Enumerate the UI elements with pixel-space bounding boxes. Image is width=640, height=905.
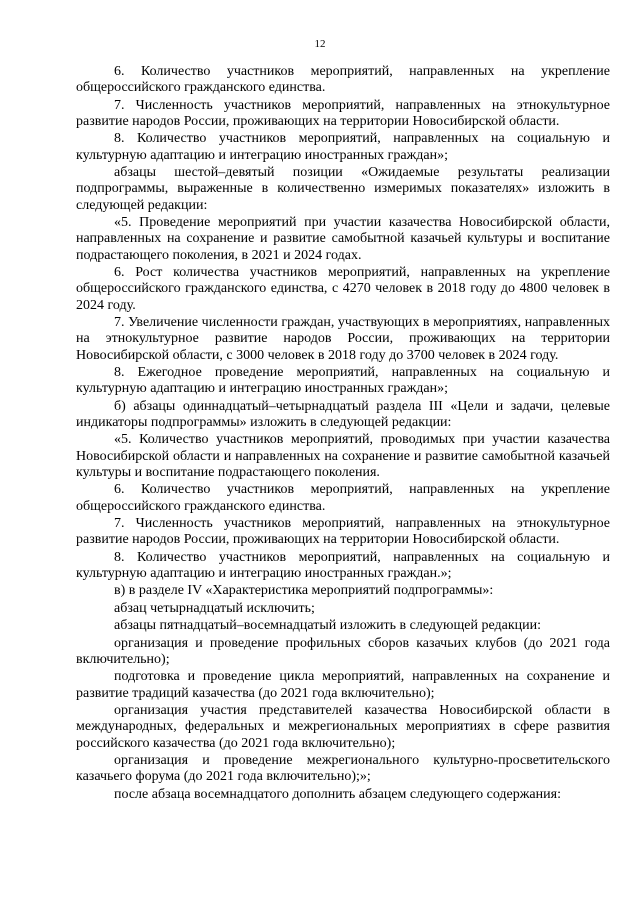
paragraph: в) в разделе IV «Характеристика мероприятий подпрограммы»: [114, 583, 494, 599]
paragraph: 8. Количество участников мероприятий, направленных на социальную и культурную адаптацию и интеграцию иностранных граждан.»; [76, 549, 610, 582]
paragraph: абзац четырнадцатый исключить; [114, 600, 315, 616]
paragraph: 6. Количество участников мероприятий, направленных на укрепление общероссийского гражданского единства. [76, 64, 610, 96]
paragraph: 7. Увеличение численности граждан, участвующих в мероприятиях, направленных на этнокультурное развитие народов России, проживающих на территории Новосибирской области, с 3000 человек в 2018 году до 3700 человек в 2024 году. [76, 315, 610, 363]
paragraph: б) абзацы одиннадцатый–четырнадцатый раздела III «Цели и задачи, целевые индикаторы подпрограммы» изложить в следующей редакции: [76, 398, 610, 430]
document-body [76, 64, 610, 804]
paragraph: после абзаца восемнадцатого дополнить абзацем следующего содержания: [114, 786, 561, 802]
paragraph: организация участия представителей казачества Новосибирской области в международных, федеральных и межрегиональных мероприятиях в сфере развития российского казачества (до 2021 года включительно); [76, 702, 610, 751]
paragraph: 7. Численность участников мероприятий, направленных на этнокультурное развитие народов России, проживающих на территории Новосибирской области. [76, 516, 610, 548]
paragraph: абзацы пятнадцатый–восемнадцатый изложить в следующей редакции: [114, 618, 541, 634]
paragraph: 8. Ежегодное проведение мероприятий, направленных на социальную и культурную адаптацию и интеграцию иностранных граждан»; [76, 365, 610, 397]
paragraph: абзацы шестой–девятый позиции «Ожидаемые результаты реализации подпрограммы, выраженные в количественно измеримых показателях» изложить в следующей редакции: [76, 165, 610, 213]
paragraph: организация и проведение межрегионального культурно-просветительского казачьего форума (до 2021 года включительно);»; [76, 752, 610, 785]
paragraph: «5. Количество участников мероприятий, проводимых при участии казачества Новосибирской области и направленных на сохранение и развитие самобытной казачьей культуры и воспитание подрастающего поколения. [76, 432, 610, 480]
paragraph: организация и проведение профильных сборов казачьих клубов (до 2021 года включительно); [76, 635, 610, 667]
paragraph: 6. Рост количества участников мероприятий, направленных на укрепление общероссийского гражданского единства, с 4270 человек в 2018 году до 4800 человек в 2024 году. [76, 265, 610, 313]
page-number: 12 [314, 38, 326, 50]
paragraph: 7. Численность участников мероприятий, направленных на этнокультурное развитие народов России, проживающих на территории Новосибирской области. [76, 97, 610, 129]
paragraph: 8. Количество участников мероприятий, направленных на социальную и культурную адаптацию и интеграцию иностранных граждан»; [76, 131, 610, 163]
paragraph: 6. Количество участников мероприятий, направленных на укрепление общероссийского гражданского единства. [76, 482, 610, 514]
paragraph: «5. Проведение мероприятий при участии казачества Новосибирской области, направленных на сохранение и развитие самобытной казачьей культуры и воспитание подрастающего поколения, в 2021 и 2024 годах. [76, 215, 610, 263]
paragraph: подготовка и проведение цикла мероприятий, направленных на сохранение и развитие традиций казачества (до 2021 года включительно); [76, 669, 610, 701]
